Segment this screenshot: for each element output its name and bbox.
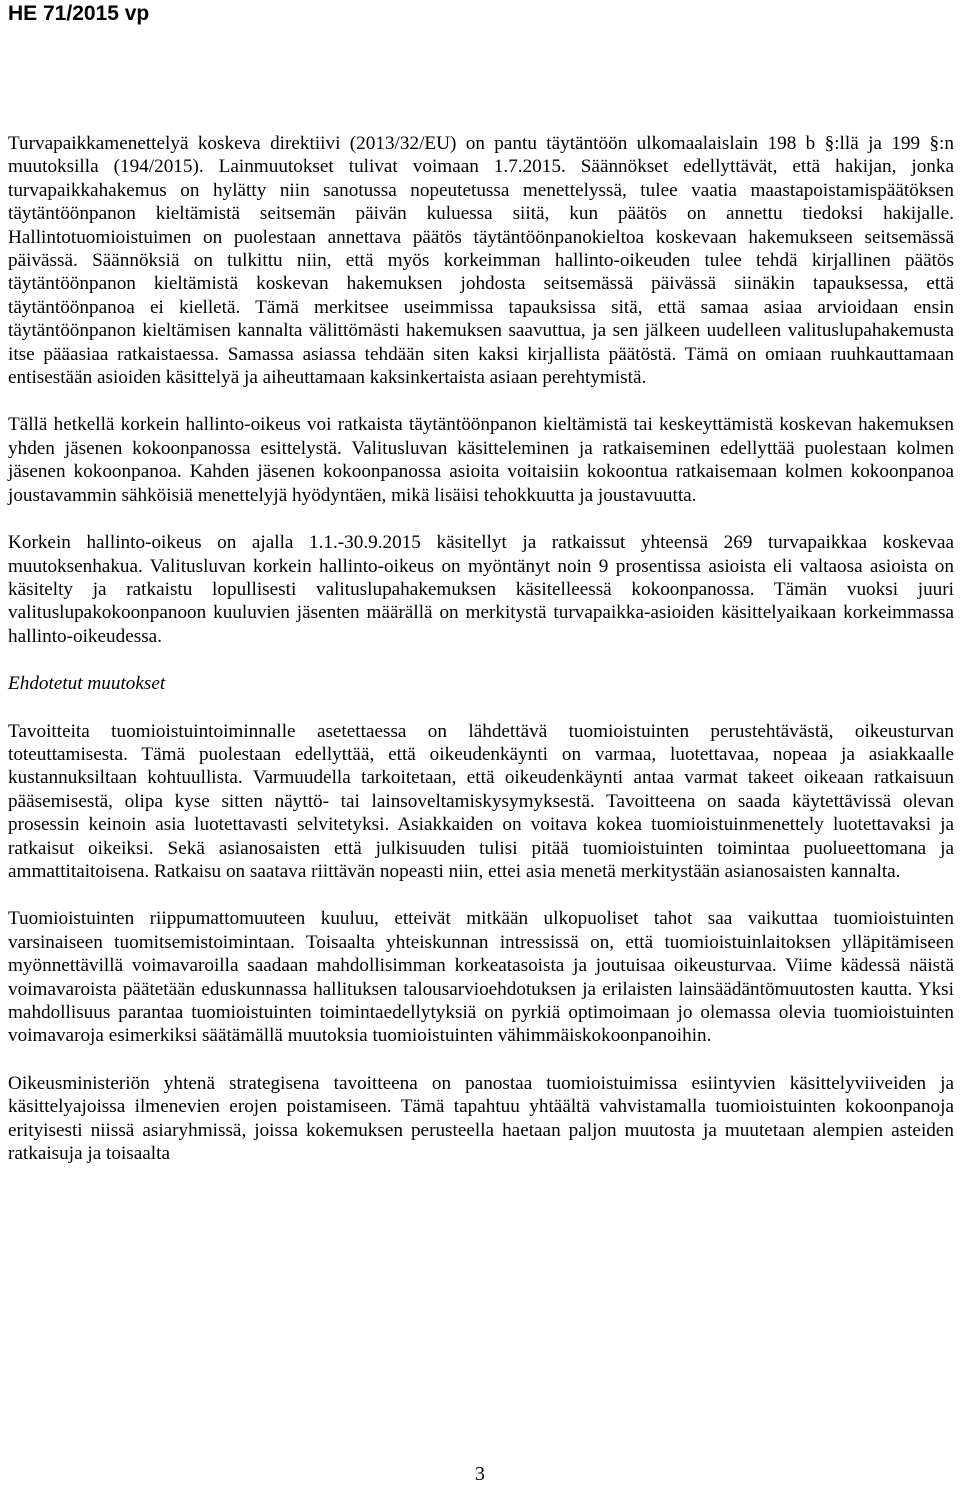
section-heading: Ehdotetut muutokset — [8, 673, 166, 695]
document-body — [8, 132, 954, 1189]
paragraph-court-goals: Tavoitteita tuomioistuintoiminnalle asetettaessa on lähdettävä tuomioistuinten perustehtävästä, oikeusturvan toteuttamisesta. Tämä puolestaan edellyttää, että oikeudenkäynti on varmaa, luotettavaa, nopeaa ja asiakkaalle kustannuksiltaan kohtuullista. Varmuudella tarkoitetaan, että oikeudenkäynti antaa varmat takeet oikeaan ratkaisuun pääsemisestä, olipa kyse sitten näyttö- tai lainsoveltamiskysymyksestä. Tavoitteena on saada käytettävissä olevan prosessin keinoin asia luotettavasti selvitetyksi. Asiakkaiden on voitava kokea tuomioistuinmenettely luotettavaksi ja ratkaisut oikeiksi. Sekä asianosaisten että julkisuuden tulisi pitää tuomioistuinten toimintaa puolueettomana ja ammattitaitoisena. Ratkaisu on saatava riittävän nopeasti niin, ettei asia menetä merkitystään asianosaisten kannalta. — [8, 720, 954, 882]
paragraph-directive-implementation: Turvapaikkamenettelyä koskeva direktiivi (2013/32/EU) on pantu täytäntöön ulkomaalaislain 198 b §:llä ja 199 §:n muutoksilla (194/2015). Lainmuutokset tulivat voimaan 1.7.2015. Säännökset edellyttävät, että hakijan, jonka turvapaikkahakemus on hylätty niin sanotussa nopeutetussa menettelyssä, tulee vaatia maastapoistamispäätöksen täytäntöönpanon kieltämistä seitsemän päivän kuluessa siitä, kun päätös on annettu tiedoksi hakijalle. Hallintotuomioistuimen on puolestaan annettava päätös täytäntöönpanokieltoa koskevaan hakemukseen seitsemässä päivässä. Säännöksiä on tulkittu niin, että myös korkeimman hallinto-oikeuden tulee tehdä kirjallinen päätös täytäntöönpanon kieltämistä koskevan hakemuksen johdosta seitsemässä päivässä siinäkin tapauksessa, että täytäntöönpanoa ei kielletä. Tämä merkitsee useimmissa tapauksissa sitä, että samaa asiaa arvioidaan ensin täytäntöönpanon kieltämisen kannalta välittömästi hakemuksen saavuttua, ja sen jälkeen uudelleen valituslupahakemusta itse pääasiaa ratkaistaessa. Samassa asiassa tehdään siten kaksi kirjallista päätöstä. Tämä on omiaan ruuhkauttamaan entisestään asioiden käsittelyä ja aiheuttamaan kaksinkertaista asiaan perehtymistä. — [8, 133, 954, 389]
paragraph-ministry-strategy: Oikeusministeriön yhtenä strategisena tavoitteena on panostaa tuomioistuimissa esiintyvien käsittelyviiveiden ja käsittelyajoissa ilmenevien erojen poistamiseen. Tämä tapahtuu yhtäältä vahvistamalla tuomioistuinten kokoonpanoja erityisesti niissä asiaryhmissä, joissa kokemuksen perusteella haetaan paljon muutosta ja muutetaan alempien asteiden ratkaisuja ja toisaalta — [8, 1072, 954, 1165]
paragraph-case-statistics: Korkein hallinto-oikeus on ajalla 1.1.-30.9.2015 käsitellyt ja ratkaissut yhteensä 269 turvapaikkaa koskevaa muutoksenhakua. Valitusluvan korkein hallinto-oikeus on myöntänyt noin 9 prosentissa asioista eli valtaosa asioista on käsitelty ja ratkaistu lopullisesti valituslupahakemuksen käsitelleessä kokoonpanossa. Tämän vuoksi juuri valituslupakokoonpanoon kuuluvien jäsenten määrällä on merkitystä turvapaikka-asioiden käsittelyaikaan korkeimmassa hallinto-oikeudessa. — [8, 532, 954, 647]
paragraph-court-independence: Tuomioistuinten riippumattomuuteen kuuluu, etteivät mitkään ulkopuoliset tahot saa vaikuttaa tuomioistuinten varsinaiseen tuomitsemistoimintaan. Toisaalta yhteiskunnan intressissä on, että tuomioistuinlaitoksen ylläpitämiseen myönnettävillä voimavaroilla saadaan mahdollisimman korkeatasoista ja joutuisaa oikeusturvaa. Viime kädessä näistä voimavaroista päätetään eduskunnassa hallituksen talousarvioehdotuksen ja erilaisten lainsäädäntömuutosten kautta. Yksi mahdollisuus parantaa tuomioistuinten toimintaedellytyksiä on pyrkiä optimoimaan jo olemassa olevia tuomioistuinten voimavaroja esimerkiksi säätämällä muutoksia tuomioistuinten vähimmäiskokoonpanoihin. — [8, 908, 954, 1047]
page-number: 3 — [475, 1463, 485, 1485]
paragraph-current-procedure: Tällä hetkellä korkein hallinto-oikeus voi ratkaista täytäntöönpanon kieltämistä tai keskeyttämistä koskevan hakemuksen yhden jäsenen kokoonpanossa esittelystä. Valitusluvan käsitteleminen ja ratkaiseminen edellyttää puolestaan kolmen jäsenen kokoonpanoa. Kahden jäsenen kokoonpanossa asioita voitaisiin kokoontua ratkaisemaan kolmen kokoonpanoa joustavammin sähköisiä menettelyjä hyödyntäen, mikä lisäisi tehokkuutta ja joustavuutta. — [8, 414, 954, 506]
document-id-header: HE 71/2015 vp — [8, 2, 150, 25]
